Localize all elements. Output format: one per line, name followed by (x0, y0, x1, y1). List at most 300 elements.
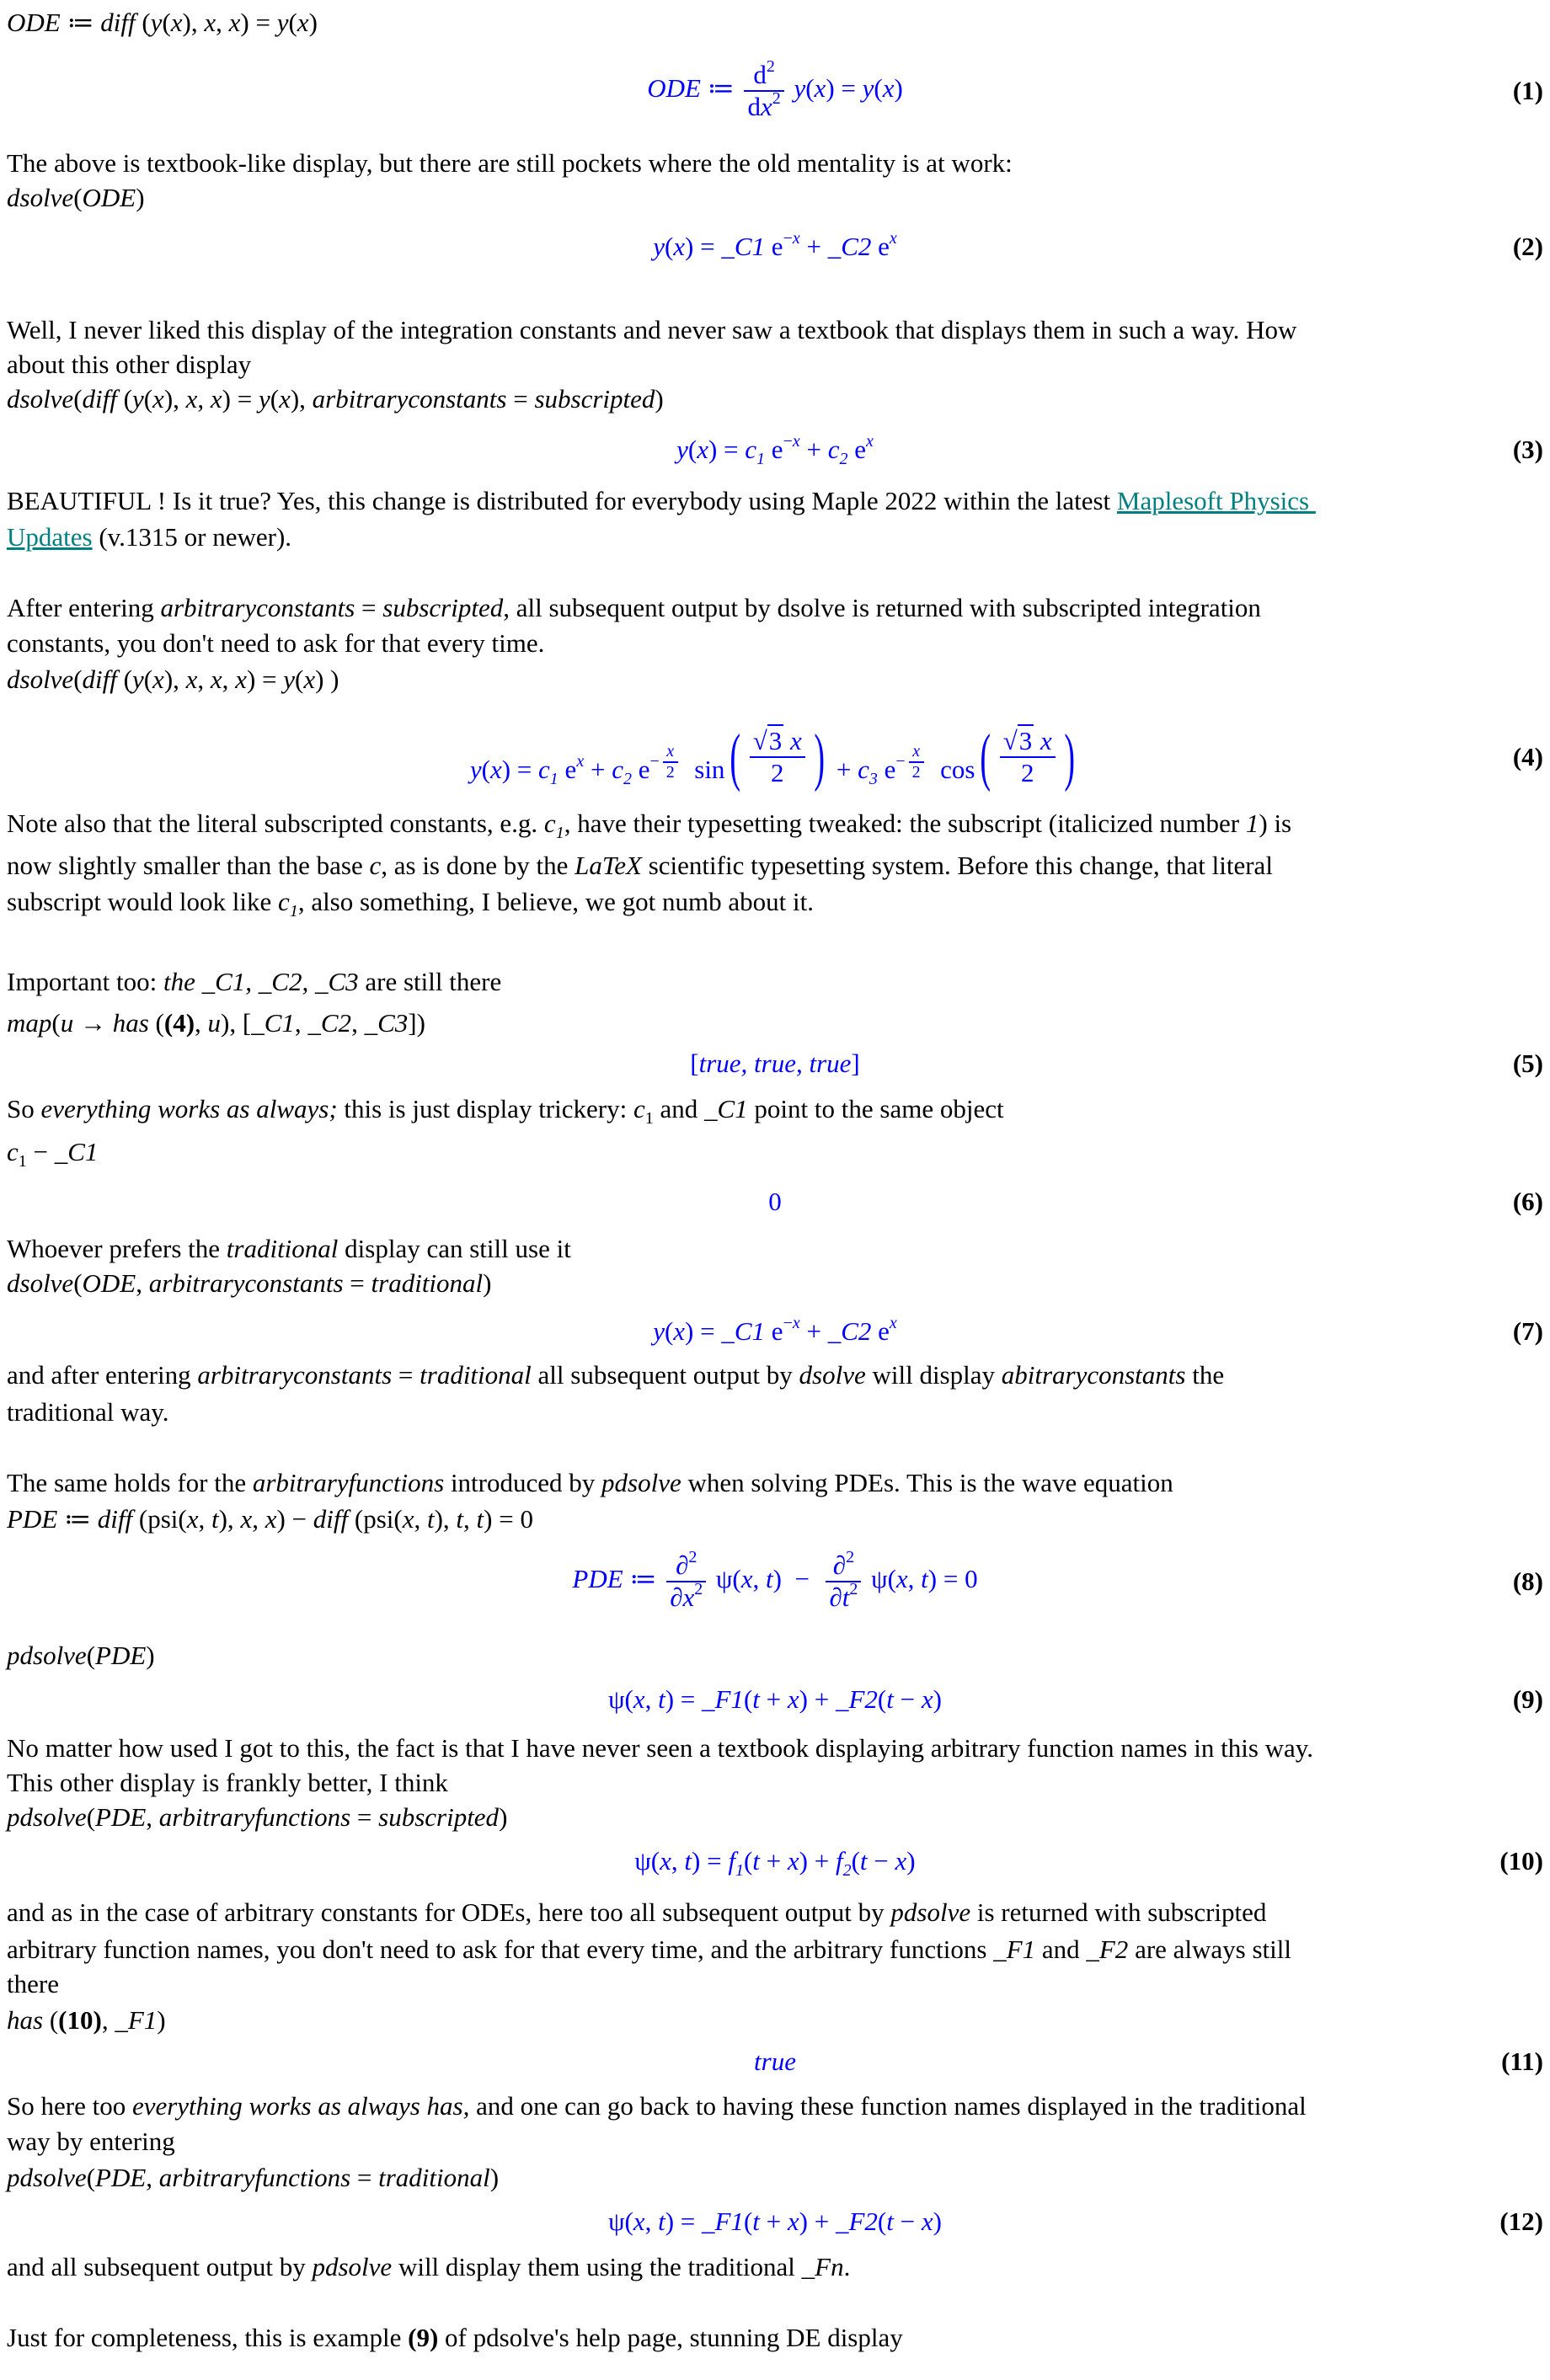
text-run: ( (877, 2206, 887, 2236)
text-run: , (463, 1504, 477, 1534)
text-run: ψ( (709, 1563, 741, 1593)
math-symbol: t (842, 1582, 850, 1612)
text-run: way by entering (7, 2126, 175, 2156)
text-run: (psi( (348, 1504, 403, 1534)
math-symbol: dsolve (7, 664, 74, 694)
text-run: this is just display trickery: (337, 1094, 633, 1124)
text-run: all subsequent output by (531, 1360, 799, 1390)
math-symbol: diff (313, 1504, 349, 1534)
text-run: the (1185, 1360, 1225, 1390)
text-run: − (895, 751, 906, 771)
text-run: ψ( (634, 1846, 660, 1876)
text-run: 2 (766, 57, 775, 77)
math-symbol: x (660, 1846, 671, 1876)
text-run: ( (86, 2162, 96, 2192)
math-symbol: u (60, 1007, 74, 1038)
text-run: , (752, 1563, 767, 1593)
numerator (909, 742, 924, 763)
math-symbol: _C1 (721, 1316, 766, 1347)
superscript (694, 1580, 703, 1598)
fraction (750, 726, 805, 787)
output-content (469, 721, 1080, 792)
text-run: will display (865, 1360, 1002, 1390)
text-run: 2 (849, 1579, 858, 1598)
math-symbol: PDE (7, 1504, 58, 1534)
text-run: 3 (1018, 725, 1033, 755)
math-symbol: x (185, 664, 198, 694)
text-run: , (146, 1802, 159, 1833)
text-run: sin (681, 754, 725, 784)
math-symbol: x (576, 751, 585, 771)
math-symbol: 1 (289, 902, 298, 921)
text-run: ( (143, 384, 153, 414)
math-symbol: 1 (735, 1861, 744, 1881)
group-content (997, 726, 1059, 787)
math-symbol: arbitraryconstants (160, 593, 355, 623)
text-run: ∂ (676, 1550, 689, 1581)
math-symbol: x (152, 384, 164, 414)
text-run: ), (434, 1504, 457, 1534)
text-run: now slightly smaller than the base (7, 850, 370, 880)
text-run: , (146, 2162, 159, 2192)
fraction (909, 742, 924, 782)
text-run: e (877, 754, 896, 784)
maple-input-line[interactable] (7, 638, 1543, 722)
math-symbol: x (297, 7, 309, 37)
text-run: ( (743, 1846, 753, 1876)
superscript (767, 57, 775, 76)
math-symbol: x (787, 1846, 799, 1876)
text-run: , (195, 1007, 208, 1038)
numerator (666, 1550, 706, 1582)
math-symbol: subscripted (534, 384, 655, 414)
text-run: ( (481, 754, 490, 784)
text-run: ) = (685, 231, 722, 261)
math-symbol: dsolve (799, 1360, 866, 1390)
text-run: and (1035, 1934, 1087, 1964)
superscript (846, 1548, 854, 1566)
math-symbol: 1 (555, 823, 564, 842)
math-symbol: _F2 (835, 1684, 878, 1715)
superscript (783, 229, 800, 248)
math-symbol: x (889, 228, 897, 248)
superscript (866, 432, 874, 451)
square-root (1003, 726, 1034, 756)
text-run: − (893, 2206, 922, 2236)
math-symbol: LaTeX (575, 850, 642, 880)
math-symbol: y (794, 72, 806, 103)
text-run: ( (73, 384, 83, 414)
fraction (744, 57, 783, 121)
math-symbol: _C2 (827, 1316, 872, 1347)
text-run: ) = (685, 1316, 722, 1347)
math-symbol: y (469, 754, 482, 784)
math-symbol: pdsolve (312, 2251, 393, 2281)
text-run: No matter how used I got to this, the fact is that I have never seen a textbook displaying arbitrary function names in this way. (7, 1732, 1314, 1763)
text-run: ) (146, 1640, 155, 1670)
text-run: ψ( (864, 1563, 896, 1593)
math-symbol: dsolve (7, 1267, 74, 1298)
text-run: ) (933, 2206, 942, 2236)
output-content (647, 57, 903, 121)
math-symbol: subscripted (378, 1802, 500, 1833)
math-symbol: abitraryconstants (1001, 1360, 1186, 1390)
math-symbol: t (752, 2206, 760, 2236)
text-run: − (26, 1136, 55, 1166)
text-run: 2 (694, 1579, 703, 1598)
text-run: ) (906, 1846, 916, 1876)
text-run: ( (73, 1267, 83, 1298)
text-run: ), (163, 664, 186, 694)
math-symbol: t (886, 1684, 894, 1715)
text-run: of pdsolve's help page, stunning DE display (438, 2323, 903, 2353)
superscript (849, 1580, 858, 1598)
output-content (572, 1550, 977, 1612)
math-symbol: t (658, 2206, 665, 2236)
text-run: ( (86, 1802, 96, 1833)
text-run: , also something, I believe, we got numb about it. (297, 887, 814, 916)
text-run: 2 (772, 88, 781, 108)
text-run: e (765, 231, 783, 261)
equation-label: (12) (1499, 2206, 1543, 2236)
text-run: ( (743, 1684, 753, 1715)
superscript (783, 432, 800, 451)
math-symbol: 1 (756, 449, 766, 468)
text-run: ) − (276, 1504, 313, 1534)
text-run: + (799, 231, 828, 261)
math-symbol: c (278, 887, 290, 916)
text-run: e (631, 754, 650, 784)
text-run: After entering (7, 593, 161, 623)
math-symbol: x (240, 1504, 253, 1534)
text-run: ) (894, 72, 903, 103)
superscript (890, 229, 897, 248)
parenthesized-group (724, 721, 830, 792)
text-run: subscript would look like (7, 887, 279, 916)
fraction (663, 742, 678, 782)
math-symbol: _Fn (801, 2251, 844, 2281)
text-run: about this other display (7, 350, 252, 380)
equation-label: (9) (1512, 1684, 1543, 1715)
text-run: + (799, 434, 828, 464)
math-symbol: x (265, 1504, 277, 1534)
text-run: ψ( (608, 2206, 633, 2236)
text-run: e (558, 754, 577, 784)
math-symbol: y (653, 231, 665, 261)
math-symbol: x (889, 1314, 897, 1333)
math-symbol: x (814, 72, 826, 103)
maplesoft-physics-updates-link[interactable]: Updates (7, 521, 93, 552)
math-symbol: arbitraryconstants (197, 1360, 393, 1390)
text-run: ) + (799, 2206, 836, 2236)
math-symbol: t (886, 2206, 894, 2236)
fraction (666, 1550, 706, 1612)
math-symbol: x (790, 725, 802, 755)
math-symbol: c (538, 754, 550, 784)
math-symbol: c (745, 434, 757, 464)
superscript (783, 1314, 800, 1332)
text-run: ) = (708, 434, 746, 464)
text-run: point to the same object (747, 1094, 1004, 1124)
text-run: − (649, 751, 660, 771)
maplesoft-physics-updates-link[interactable]: Maplesoft Physics (1116, 485, 1316, 515)
text-run: ) = (692, 1846, 729, 1876)
text-run: = (350, 2162, 379, 2192)
numerator (663, 742, 678, 763)
math-symbol: ODE (82, 183, 136, 213)
parenthesized-group (975, 721, 1080, 792)
text-run: ∂ (670, 1582, 683, 1612)
text-run: + (584, 754, 612, 784)
math-symbol: has (112, 1007, 149, 1038)
superscript (688, 1548, 697, 1566)
equation-label: (8) (1512, 1566, 1543, 1596)
text-run: , have their typesetting tweaked: the subscript (italicized number (564, 808, 1246, 838)
text-run: ) + (799, 1846, 836, 1876)
math-symbol: y (276, 7, 289, 37)
text-run: ) is (1259, 808, 1292, 838)
text-run: ) = 0 (484, 1504, 533, 1534)
superscript (895, 741, 927, 782)
numerator (750, 726, 805, 758)
math-symbol: x (882, 72, 895, 103)
text-run: So here too (7, 2091, 132, 2121)
math-symbol: 2 (839, 449, 848, 468)
math-symbol: x (792, 431, 800, 451)
math-symbol: arbitraryconstants (312, 384, 507, 414)
math-symbol: _F1 (993, 1934, 1036, 1964)
text-run: Note also that the literal subscripted constants, e.g. (7, 808, 544, 838)
math-symbol: diff (100, 7, 136, 37)
text-run: ) = (246, 664, 284, 694)
text-run: ) (499, 1802, 508, 1833)
square-root (753, 726, 784, 756)
text-run: ( (143, 664, 153, 694)
text-run: The above is textbook-like display, but there are still pockets where the old mentality is at work: (7, 148, 1013, 179)
math-symbol: PDE (95, 1802, 147, 1833)
left-paren: ( (980, 721, 991, 792)
text-run: ( (51, 1007, 61, 1038)
text-run: , (644, 1684, 659, 1715)
equation-label: (2) (1512, 231, 1543, 261)
math-symbol: x (792, 1314, 800, 1333)
text-run: 2 (1021, 757, 1034, 787)
math-symbol: y (862, 72, 874, 103)
text-run: d (753, 60, 767, 90)
text-run: ( (86, 1640, 96, 1670)
math-symbol: y (131, 384, 144, 414)
math-symbol: x (303, 664, 316, 694)
math-symbol: _C2 (307, 1007, 352, 1038)
text-run: ) (483, 1267, 492, 1298)
math-symbol: y (258, 384, 270, 414)
math-symbol: x (921, 1684, 933, 1715)
subscript (290, 902, 298, 921)
math-symbol: c (543, 808, 556, 838)
text-run: will display them using the traditional (392, 2251, 802, 2281)
superscript (649, 741, 681, 782)
equation-label: (3) (1512, 434, 1543, 464)
math-symbol: traditional (420, 1360, 532, 1390)
math-symbol: arbitraryfunctions (252, 1468, 445, 1498)
math-symbol: 1 (549, 769, 559, 788)
math-symbol: x (228, 7, 241, 37)
text-run: ) = (240, 7, 277, 37)
text-run: ) = (665, 1684, 702, 1715)
math-symbol: ODE (82, 1267, 136, 1298)
math-symbol: _F1 (702, 1684, 744, 1715)
text-run: is returned with subscripted (970, 1897, 1267, 1928)
text-run: ( (687, 434, 698, 464)
text-run: = (343, 1267, 371, 1298)
math-symbol: PDE (572, 1563, 623, 1593)
text-run: and (653, 1094, 704, 1124)
text-run: − (783, 228, 793, 248)
input-content (7, 664, 339, 695)
text-run: (v.1315 or newer). (92, 521, 292, 552)
math-symbol: PDE (95, 2162, 147, 2192)
text-run: , (101, 2004, 115, 2035)
text-run: ) = (826, 72, 863, 103)
text-run: ( (805, 72, 815, 103)
text-run (1034, 726, 1040, 755)
math-symbol: 2 (623, 769, 632, 788)
denominator (666, 1579, 706, 1613)
text-run: ), [ (221, 1007, 252, 1038)
text-run: , (136, 1267, 149, 1298)
text-run: , (351, 1007, 365, 1038)
text-run: So (7, 1094, 41, 1124)
math-symbol: arbitraryfunctions (158, 2162, 351, 2192)
text-run: , (294, 1007, 308, 1038)
text-paragraph-line (7, 2296, 1543, 2380)
math-symbol: _C2 (827, 231, 872, 261)
math-symbol: t (456, 1504, 464, 1534)
math-symbol: x (673, 231, 686, 261)
text-run: , all subsequent output by dsolve is returned with subscripted integration (503, 593, 1261, 623)
numerator (1000, 726, 1056, 758)
math-symbol: x (210, 384, 222, 414)
math-symbol: PDE (95, 1640, 147, 1670)
text-run: = (350, 1802, 379, 1833)
math-symbol: f (728, 1846, 735, 1876)
equation-reference: (9) (408, 2323, 439, 2353)
text-run: ∂ (829, 1582, 842, 1612)
math-symbol: c (633, 1094, 645, 1124)
text-run: ( (664, 1316, 674, 1347)
text-run: 1 (644, 1109, 654, 1129)
text-run: , (222, 664, 236, 694)
math-symbol: diff (82, 384, 117, 414)
text-run: Important too: (7, 967, 163, 997)
math-symbol: c (612, 754, 623, 784)
text-run: ( (116, 664, 132, 694)
math-symbol: _C1 (721, 231, 766, 261)
math-symbol: diff (97, 1504, 133, 1534)
text-run: e (765, 434, 783, 464)
superscript (772, 89, 781, 108)
math-symbol: x (279, 384, 291, 414)
math-symbol: dsolve (7, 183, 74, 213)
math-symbol: x (170, 7, 183, 37)
text-run: e (871, 231, 890, 261)
math-symbol: _C1 (54, 1136, 99, 1166)
math-symbol: arbitraryfunctions (158, 1802, 351, 1833)
text-run: − (783, 431, 793, 451)
math-symbol: t (766, 1563, 773, 1593)
math-symbol: x (633, 1684, 645, 1715)
math-symbol: x (186, 1504, 199, 1534)
math-symbol: x (210, 664, 222, 694)
right-paren: ) (1064, 721, 1075, 792)
radical-sign: √ (752, 725, 767, 755)
text-run: The same holds for the (7, 1468, 253, 1498)
text-content (7, 2252, 850, 2282)
denominator (663, 763, 678, 782)
text-run: ( (288, 7, 297, 37)
math-symbol: 3 (869, 769, 878, 788)
equation-label: (6) (1512, 1186, 1543, 1216)
math-symbol: ODE (647, 72, 701, 103)
text-run: ) (308, 7, 318, 37)
math-symbol: x (673, 1316, 686, 1347)
text-run: ), (163, 384, 186, 414)
text-run: = (392, 1360, 420, 1390)
text-run: + (759, 2206, 788, 2236)
math-symbol: _F2 (1086, 1934, 1129, 1964)
text-run: ( (664, 231, 674, 261)
math-symbol: x (666, 741, 675, 760)
math-symbol: x (760, 91, 772, 121)
math-symbol: x (489, 754, 502, 784)
text-run: ] (851, 1049, 860, 1079)
math-symbol: x (921, 2206, 933, 2236)
text-run: there (7, 1968, 59, 1998)
math-symbol: x (866, 431, 874, 451)
math-symbol: map (7, 1007, 52, 1038)
math-symbol: t (921, 1563, 928, 1593)
text-run (783, 726, 790, 755)
text-run: are always still (1128, 1934, 1292, 1964)
text-run: ) (136, 183, 145, 213)
text-run: cos (927, 754, 975, 784)
text-run: e (765, 1316, 783, 1347)
math-symbol: 1 (1245, 808, 1259, 838)
math-symbol: has (7, 2004, 44, 2035)
output-content (653, 228, 897, 262)
equation-reference: (4) (163, 1007, 195, 1038)
text-run: ≔ (57, 1504, 98, 1534)
math-symbol: x (697, 434, 708, 464)
math-symbol: u (207, 1007, 222, 1038)
text-run: , (198, 1504, 211, 1534)
text-run: d (747, 91, 761, 121)
math-symbol: traditional (378, 2162, 490, 2192)
text-run: 2 (665, 762, 675, 782)
text-content (7, 1397, 169, 1427)
text-run: − (783, 1314, 793, 1333)
text-run: 3 (768, 725, 783, 755)
fraction (826, 1550, 861, 1612)
math-symbol: x (235, 664, 247, 694)
math-symbol: x (152, 664, 164, 694)
text-run: arbitrary function names, you don't need to ask for that every time, and the arbitrary functions (7, 1934, 994, 1964)
text-run: traditional way. (7, 1396, 169, 1427)
math-symbol: t (684, 1846, 692, 1876)
text-run: − (893, 1684, 922, 1715)
text-run: Whoever prefers the (7, 1233, 227, 1263)
math-symbol: x (633, 2206, 645, 2236)
